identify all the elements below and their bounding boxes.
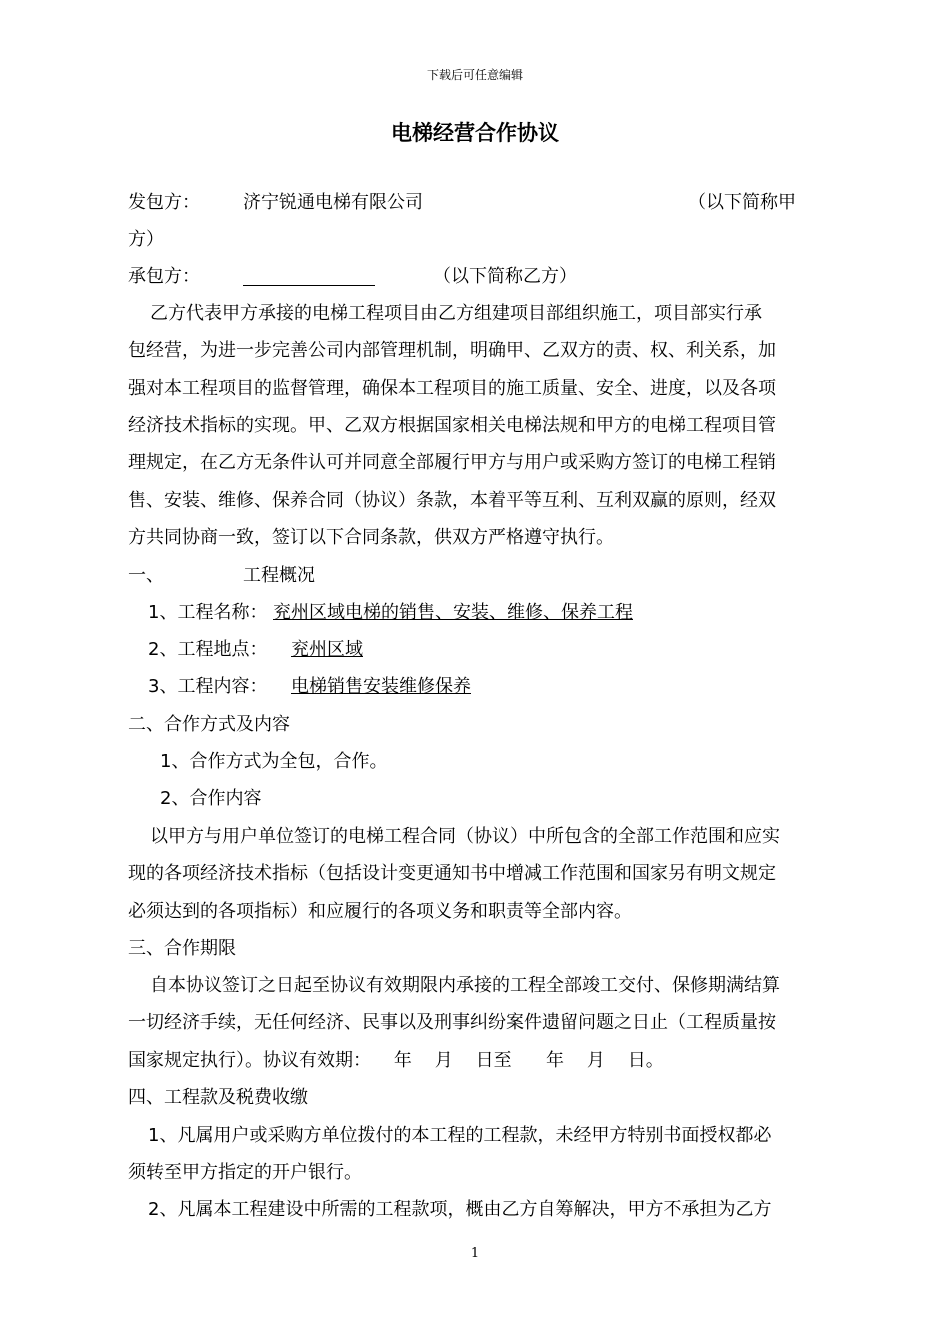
cooperation-content-heading: 2、合作内容 [160, 788, 262, 809]
project-location-label: 2、工程地点： [148, 639, 268, 660]
party-b-suffix: （以下简称乙方） [433, 266, 577, 287]
cooperation-content-line: 现的各项经济技术指标（包括设计变更通知书中增减工作范围和国家另有明文规定 [128, 863, 776, 884]
party-b-blank [243, 267, 375, 286]
term-line: 国家规定执行）。协议有效期： 年 月 日至 年 月 日。 [128, 1050, 664, 1071]
party-a-suffix: （以下简称甲 [688, 192, 796, 213]
party-a-label: 发包方： [128, 192, 200, 213]
intro-line: 乙方代表甲方承接的电梯工程项目由乙方组建项目部组织施工，项目部实行承 [150, 303, 762, 324]
cooperation-content-line: 必须达到的各项指标）和应履行的各项义务和职责等全部内容。 [128, 901, 632, 922]
page-header: 下载后可任意编辑 [426, 68, 523, 82]
section-2-title: 二、合作方式及内容 [128, 714, 290, 735]
party-a-suffix-cont: 方） [128, 229, 164, 250]
cooperation-method: 1、合作方式为全包，合作。 [160, 751, 388, 772]
payment-clause-1-cont: 须转至甲方指定的开户银行。 [128, 1162, 362, 1183]
project-location-value: 兖州区域 [291, 639, 363, 660]
payment-clause-1: 1、凡属用户或采购方单位拨付的本工程的工程款，未经甲方特别书面授权都必 [148, 1125, 772, 1146]
term-line: 自本协议签订之日起至协议有效期限内承接的工程全部竣工交付、保修期满结算 [150, 975, 780, 996]
cooperation-content-line: 以甲方与用户单位签订的电梯工程合同（协议）中所包含的全部工作范围和应实 [150, 826, 780, 847]
section-3-title: 三、合作期限 [128, 938, 236, 959]
party-a-name: 济宁锐通电梯有限公司 [243, 192, 423, 213]
intro-line: 强对本工程项目的监督管理，确保本工程项目的施工质量、安全、进度，以及各项 [128, 378, 776, 399]
document-title: 电梯经营合作协议 [391, 121, 559, 145]
party-b-label: 承包方： [128, 266, 200, 287]
payment-clause-2: 2、凡属本工程建设中所需的工程款项，概由乙方自筹解决，甲方不承担为乙方 [148, 1199, 772, 1220]
term-line: 一切经济手续，无任何经济、民事以及刑事纠纷案件遗留问题之日止（工程质量按 [128, 1012, 776, 1033]
intro-line: 包经营，为进一步完善公司内部管理机制，明确甲、乙双方的责、权、利关系，加 [128, 340, 776, 361]
project-name-value: 兖州区域电梯的销售、安装、维修、保养工程 [273, 602, 633, 623]
project-content-label: 3、工程内容： [148, 676, 268, 697]
intro-line: 售、安装、维修、保养合同（协议）条款，本着平等互利、互利双赢的原则，经双 [128, 490, 776, 511]
intro-line: 经济技术指标的实现。甲、乙双方根据国家相关电梯法规和甲方的电梯工程项目管 [128, 415, 776, 436]
project-name-label: 1、工程名称： [148, 602, 268, 623]
project-content-value: 电梯销售安装维修保养 [291, 676, 471, 697]
intro-line: 方共同协商一致，签订以下合同条款，供双方严格遵守执行。 [128, 527, 614, 548]
page-number: 1 [470, 1246, 480, 1261]
section-1-number: 一、 [128, 565, 164, 586]
section-4-title: 四、工程款及税费收缴 [128, 1087, 308, 1108]
intro-line: 理规定，在乙方无条件认可并同意全部履行甲方与用户或采购方签订的电梯工程销 [128, 452, 776, 473]
section-1-title: 工程概况 [243, 565, 315, 586]
